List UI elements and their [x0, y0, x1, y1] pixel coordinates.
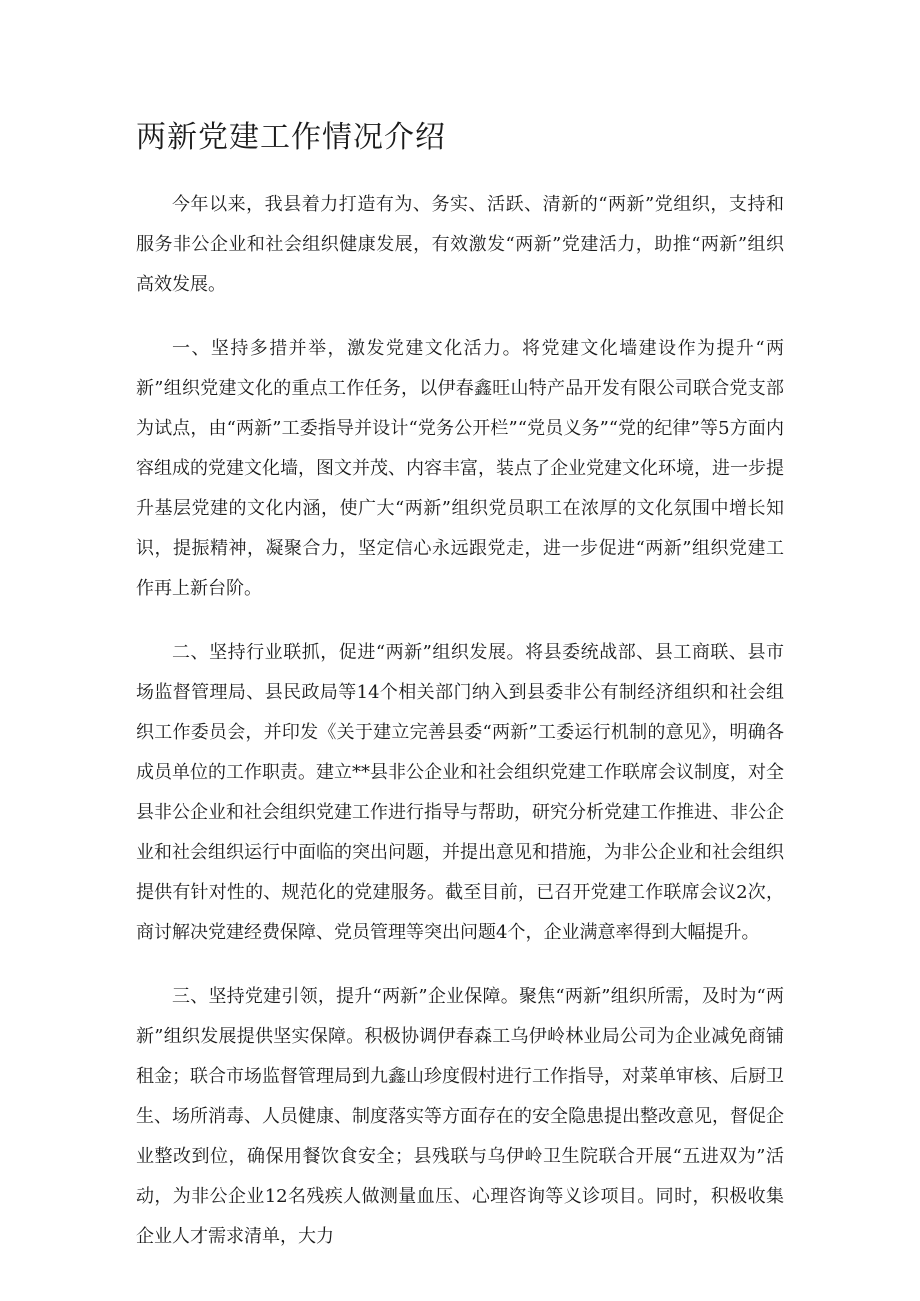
paragraph-intro: 今年以来，我县着力打造有为、务实、活跃、清新的“两新”党组织，支持和服务非公企业和社会组织健康发展，有效激发“两新”党建活力，助推“两新”组织高效发展。: [136, 194, 784, 295]
document-title: 两新党建工作情况介绍: [136, 120, 446, 155]
paragraph-section-2: 二、坚持行业联抓，促进“两新”组织发展。将县委统战部、县工商联、县市场监督管理局、县民政局等14个相关部门纳入到县委非公有制经济组织和社会组织工作委员会，并印发《关于建立完善县委“两新”工委运行机制的意见》，明确各成员单位的工作职责。建立**县非公企业和社会组织党建工作联席会议制度，对全县非公企业和社会组织党建工作进行指导与帮助，研究分析党建工作推进、非公企业和社会组织运行中面临的突出问题，并提出意见和措施，为非公企业和社会组织提供有针对性的、规范化的党建服务。截至目前，已召开党建工作联席会议2次，商讨解决党建经费保障、党员管理等突出问题4个，企业满意率得到大幅提升。: [136, 642, 784, 943]
paragraph-section-3: 三、坚持党建引领，提升“两新”企业保障。聚焦“两新”组织所需，及时为“两新”组织发展提供坚实保障。积极协调伊春森工乌伊岭林业局公司为企业减免商铺租金；联合市场监督管理局到九鑫山珍度假村进行工作指导，对菜单审核、后厨卫生、场所消毒、人员健康、制度落实等方面存在的安全隐患提出整改意见，督促企业整改到位，确保用餐饮食安全；县残联与乌伊岭卫生院联合开展“五进双为”活动，为非公企业12名残疾人做测量血压、心理咨询等义诊项目。同时，积极收集企业人才需求清单，大力: [136, 986, 784, 1247]
paragraph-section-1: 一、坚持多措并举，激发党建文化活力。将党建文化墙建设作为提升“两新”组织党建文化的重点工作任务，以伊春鑫旺山特产品开发有限公司联合党支部为试点，由“两新”工委指导并设计“党务公开栏”“党员义务”“党的纪律”等5方面内容组成的党建文化墙，图文并茂、内容丰富，装点了企业党建文化环境，进一步提升基层党建的文化内涵，使广大“两新”组织党员职工在浓厚的文化氛围中增长知识，提振精神，凝聚合力，坚定信心永远跟党走，进一步促进“两新”组织党建工作再上新台阶。: [136, 338, 784, 599]
